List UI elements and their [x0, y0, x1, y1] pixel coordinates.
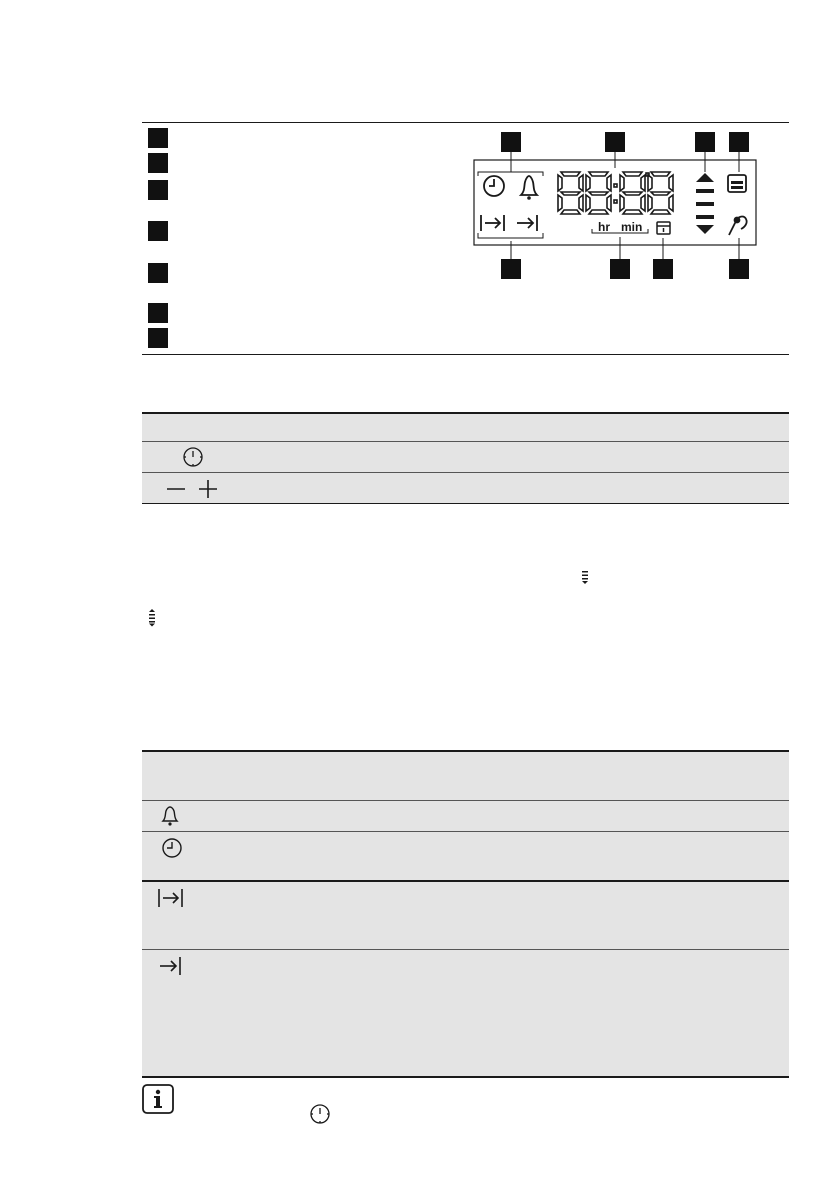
top-rule [142, 122, 789, 123]
heat-up-indicator-icon [581, 570, 589, 585]
table-row [142, 801, 789, 831]
clock-icon[interactable] [182, 446, 204, 468]
legend-marker-6 [148, 303, 168, 323]
display-diagram [470, 128, 770, 280]
display-end-time-icon [517, 215, 537, 231]
sensor-table-bottom-rule [142, 503, 789, 504]
bell-icon [160, 805, 180, 827]
legend-bottom-rule [142, 354, 789, 355]
clock-icon [309, 1103, 331, 1125]
duration-icon [156, 887, 186, 909]
minus-icon[interactable] [166, 479, 186, 499]
display-clock-icon [484, 176, 504, 196]
display-diagram-svg [470, 128, 770, 280]
table-row [142, 882, 789, 949]
end-time-icon [158, 955, 184, 977]
display-heat-up-indicator [696, 173, 714, 234]
min-label: min [621, 220, 643, 234]
functions-table-bottom-rule [142, 1076, 789, 1078]
table-row [142, 473, 789, 503]
legend-marker-4 [148, 221, 168, 241]
hr-label: hr [598, 220, 610, 234]
legend-marker-5 [148, 263, 168, 283]
legend-marker-1 [148, 128, 168, 148]
display-bell-icon [521, 176, 537, 200]
clock-icon [161, 837, 183, 859]
display-water-drawer-icon [728, 175, 746, 192]
display-duration-icon [481, 215, 504, 231]
table-row [142, 832, 789, 880]
legend-marker-3 [148, 180, 168, 200]
sensor-table-header [142, 414, 789, 441]
display-core-probe-icon [729, 217, 747, 235]
seven-segment-digits [558, 172, 673, 214]
legend-marker-2 [148, 153, 168, 173]
table-row [142, 442, 789, 472]
heat-up-indicator-icon [148, 608, 156, 627]
plus-icon[interactable] [198, 479, 218, 499]
display-lock-icon [657, 222, 670, 234]
info-icon [142, 1084, 174, 1114]
legend-marker-7 [148, 328, 168, 348]
functions-table-header [142, 752, 789, 800]
table-row [142, 950, 789, 1076]
